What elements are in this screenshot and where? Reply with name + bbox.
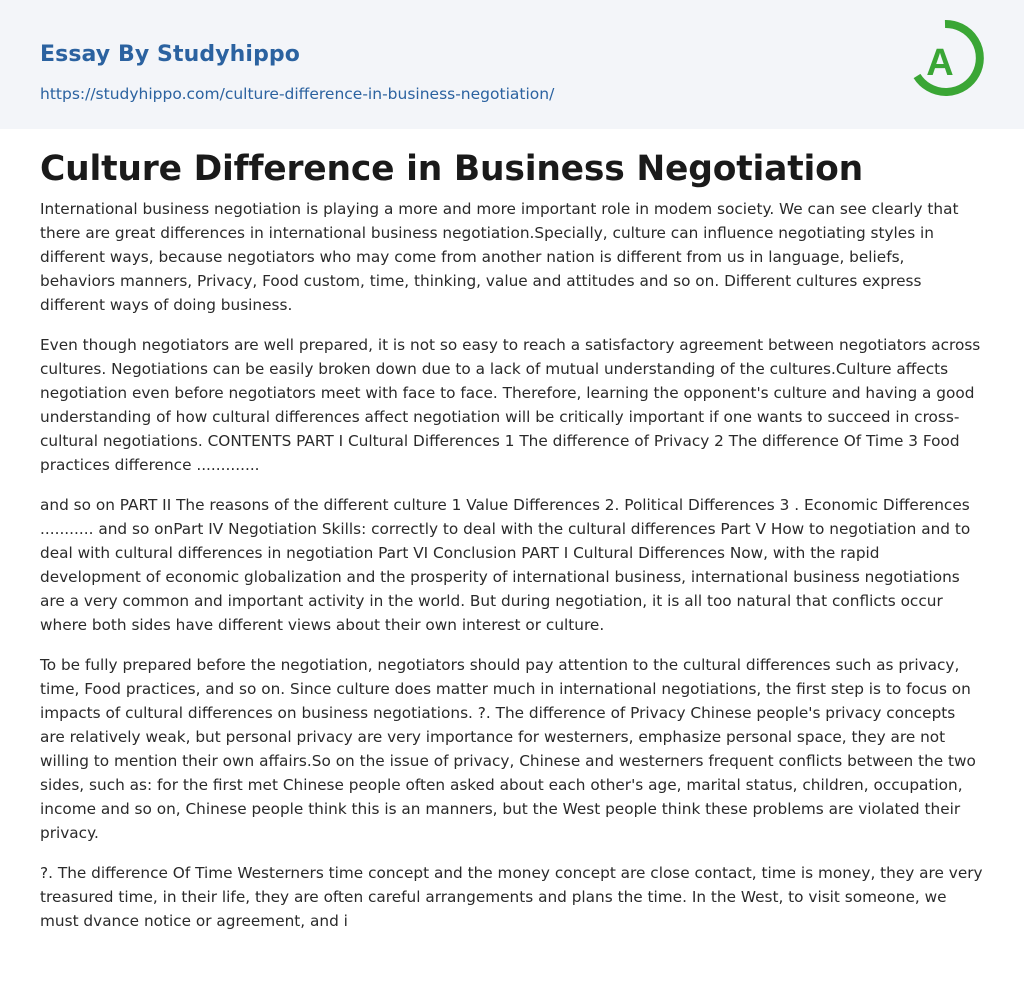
studyhippo-logo-icon[interactable]: [912, 19, 986, 105]
article-paragraph: and so on PART II The reasons of the different culture 1 Value Differences 2. Political Differences 3 . Economic Differences ........... and so onPart IV Negotiation Skills: correctly to deal with the cultural differences Part V How to negotiation and to deal with cultural differences in negotiation Part VI Conclusion PART I Cultural Differences Now, with the rapid development of economic globalization and the prosperity of international business, international business negotiations are a very common and important activity in the world. But during negotiation, it is all too natural that conflicts occur where both sides have different views about their own interest or culture.: [40, 496, 971, 634]
article-paragraph: To be fully prepared before the negotiation, negotiators should pay attention to the cultural differences such as privacy, time, Food practices, and so on. Since culture does matter much in international negotiations, the first step is to focus on impacts of cultural differences on business negotiations. ?. The difference of Privacy Chinese people's privacy concepts are relatively weak, but personal privacy are very importance for westerners, emphasize personal space, they are not willing to mention their own affairs.So on the issue of privacy, Chinese and westerners frequent conflicts between the two sides, such as: for the first met Chinese people often asked about each other's age, marital status, children, occupation, income and so on, Chinese people think this is an manners, but the West people think these problems are violated their privacy.: [40, 656, 976, 842]
article-title: Culture Difference in Business Negotiation: [40, 149, 864, 189]
source-url-link[interactable]: https://studyhippo.com/culture-difference-in-business-negotiation/: [40, 85, 555, 103]
article-paragraph: International business negotiation is playing a more and more important role in modem society. We can see clearly that there are great differences in international business negotiation.Specially, culture can influence negotiating styles in different ways, because negotiators who may come from another nation is different from us in language, beliefs, behaviors manners, Privacy, Food custom, time, thinking, value and attitudes and so on. Different cultures express different ways of doing business.: [40, 200, 959, 314]
article-paragraph: Even though negotiators are well prepared, it is not so easy to reach a satisfactory agreement between negotiators across cultures. Negotiations can be easily broken down due to a lack of mutual understanding of the cultures.Culture affects negotiation even before negotiators meet with face to face. Therefore, learning the opponent's culture and having a good understanding of how cultural differences affect negotiation will be critically important if one wants to succeed in cross-cultural negotiations. CONTENTS PART I Cultural Differences 1 The difference of Privacy 2 The difference Of Time 3 Food practices difference .............: [40, 336, 981, 474]
article-paragraph: ?. The difference Of Time Westerners time concept and the money concept are close contact, time is money, they are very treasured time, in their life, they are often careful arrangements and plans the time. In the West, to visit someone, we must dvance notice or agreement, and i: [40, 864, 983, 930]
site-header: [0, 0, 1024, 129]
site-brand[interactable]: Essay By Studyhippo: [40, 42, 300, 67]
logo-letter: A: [926, 42, 954, 84]
article: [0, 129, 1024, 933]
